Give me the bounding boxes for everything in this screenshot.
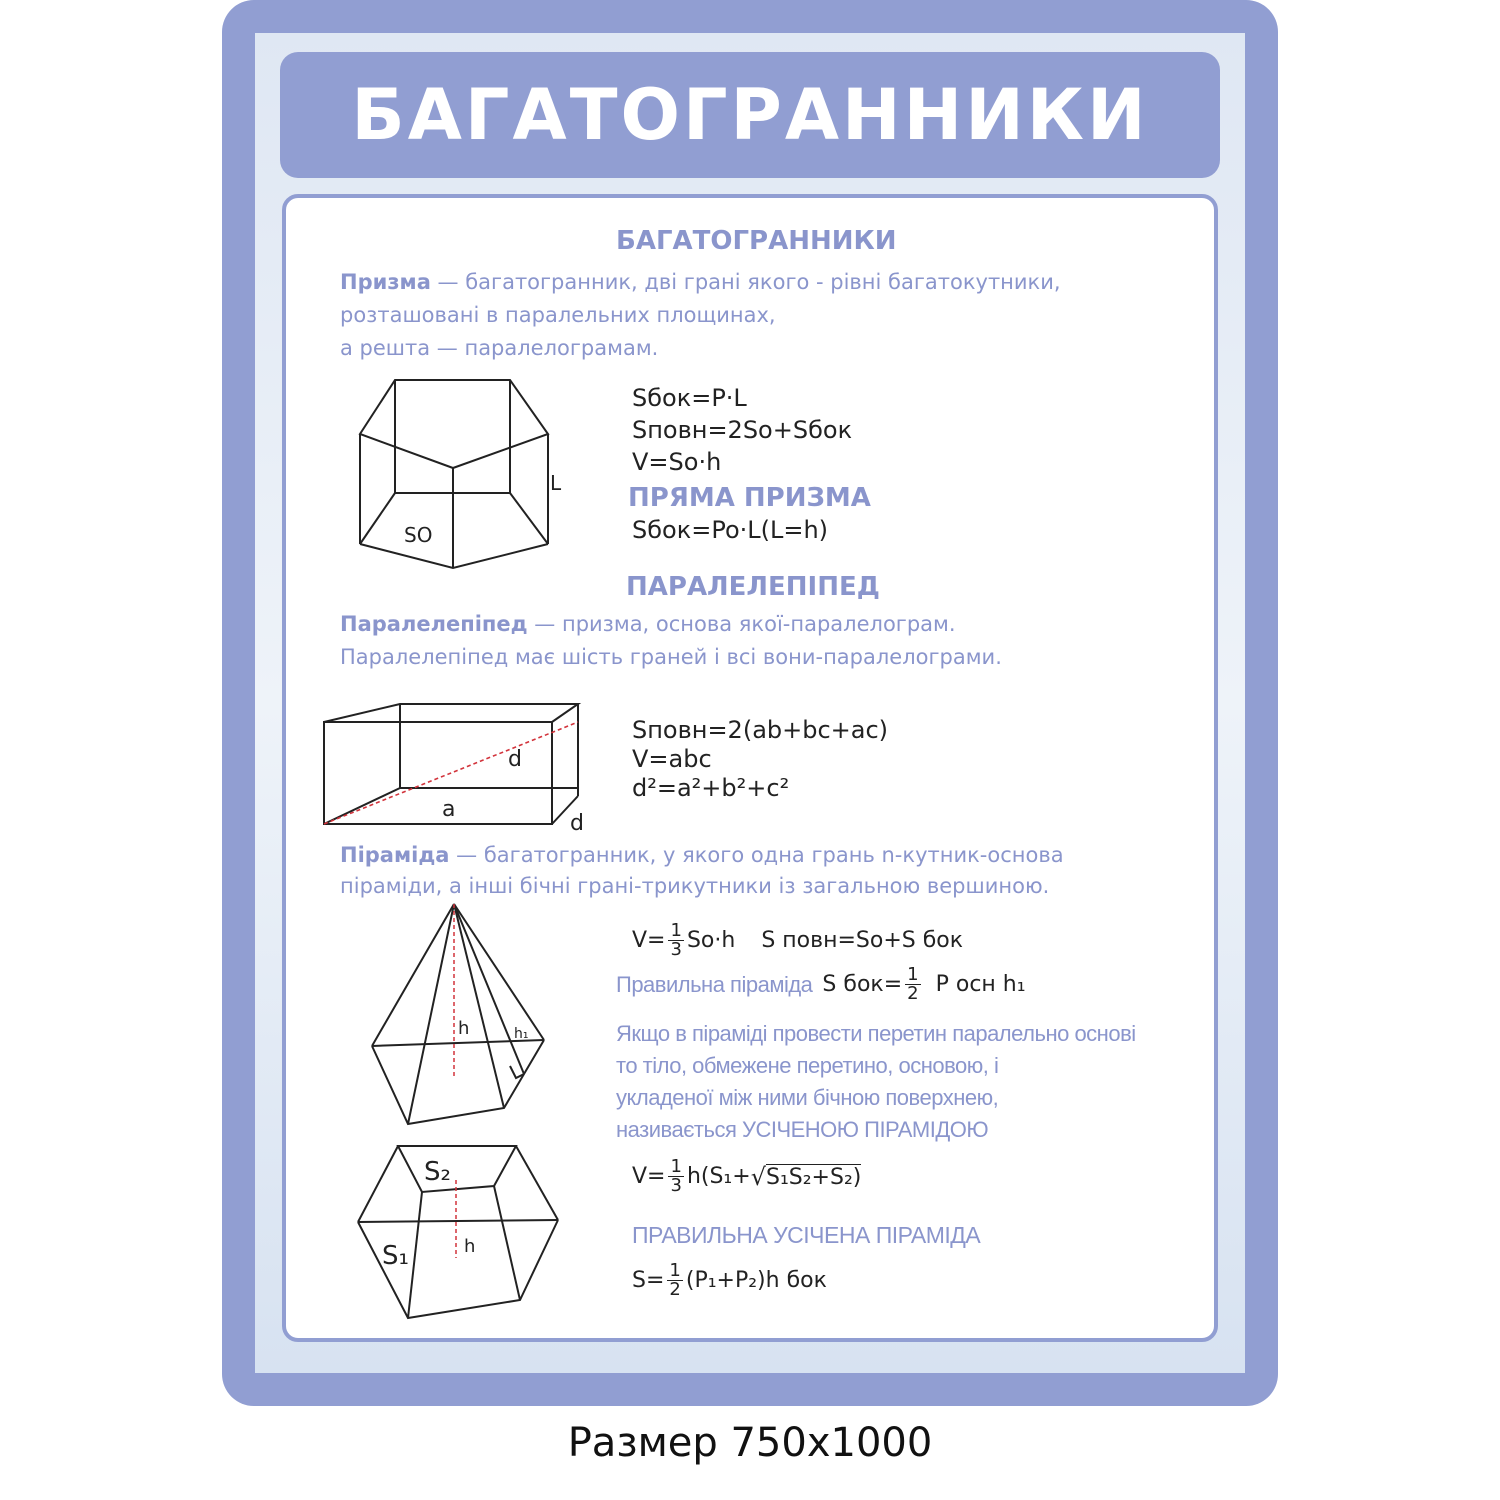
pyramid-total-area: S повн=So+S бок bbox=[761, 928, 964, 953]
frustum-area-suffix: (P₁+P₂)h бок bbox=[685, 1268, 827, 1293]
frustum-diagram bbox=[352, 1140, 562, 1320]
prism-formula-volume: V=So·h bbox=[632, 448, 722, 476]
fraction-numerator: 1 bbox=[670, 1156, 682, 1177]
right-prism-formula: Sбок=Po·L(L=h) bbox=[632, 516, 829, 544]
parallelepiped-term: Паралелепіпед bbox=[340, 612, 528, 636]
prism-definition bbox=[340, 266, 1061, 365]
sqrt-symbol: √ bbox=[750, 1162, 766, 1191]
fraction-numerator: 1 bbox=[670, 920, 682, 941]
frustum-volume-mid: h(S₁+ bbox=[686, 1164, 751, 1189]
frustum-label-s1: S₁ bbox=[382, 1241, 409, 1271]
pyramid-volume-prefix: V= bbox=[632, 928, 666, 953]
pyramid-definition bbox=[340, 840, 1064, 902]
regular-pyramid-prefix: S бок= bbox=[822, 972, 903, 997]
parallelepiped-formulas bbox=[632, 716, 888, 803]
pyramid-term: Піраміда bbox=[340, 843, 450, 867]
size-caption: Размер 750x1000 bbox=[567, 1420, 933, 1466]
regular-pyramid-fraction bbox=[905, 966, 920, 1003]
parallelepiped-formula-volume: V=abc bbox=[632, 745, 712, 773]
section-title: БАГАТОГРАННИКИ bbox=[616, 226, 897, 256]
parallelepiped-formula-diagonal: d²=a²+b²+c² bbox=[632, 774, 790, 802]
pyramid-diagram bbox=[364, 900, 554, 1130]
prism-definition-line3: а решта — паралелограмам. bbox=[340, 336, 659, 360]
pyramid-volume-formula bbox=[632, 922, 963, 959]
frustum-volume-fraction bbox=[668, 1158, 683, 1195]
regular-pyramid-formula bbox=[616, 966, 1026, 1003]
frustum-area-fraction bbox=[667, 1262, 682, 1299]
parallelepiped-label-d-outer: d bbox=[570, 811, 584, 836]
pyramid-volume-fraction bbox=[668, 922, 683, 959]
prism-formulas bbox=[632, 382, 852, 478]
regular-pyramid-suffix: P осн h₁ bbox=[935, 972, 1026, 997]
fraction-denominator: 2 bbox=[669, 1279, 681, 1300]
pyramid-volume-suffix: So·h bbox=[686, 928, 736, 953]
pyramid-definition-line2: піраміди, а інші бічні грані-трикутники із загальною вершиною. bbox=[340, 874, 1050, 898]
frustum-text-line1: Якщо в піраміді провести перетин паралельно основі bbox=[616, 1021, 1136, 1046]
regular-pyramid-label: Правильна піраміда bbox=[616, 971, 813, 997]
parallelepiped-heading: ПАРАЛЕЛЕПІПЕД bbox=[626, 572, 880, 602]
prism-label-edge: L bbox=[550, 471, 562, 495]
prism-formula-lateral: Sбок=P·L bbox=[632, 384, 747, 412]
prism-formula-total: Sповн=2So+Sбок bbox=[632, 416, 853, 444]
parallelepiped-definition bbox=[340, 608, 1002, 674]
prism-definition-line2: розташовані в паралельних площинах, bbox=[340, 303, 776, 327]
pyramid-label-h1: h₁ bbox=[514, 1026, 529, 1042]
pyramid-label-h: h bbox=[458, 1018, 470, 1039]
poster-title: БАГАТОГРАННИКИ bbox=[351, 74, 1149, 156]
fraction-denominator: 3 bbox=[670, 1175, 682, 1196]
frustum-volume-prefix: V= bbox=[632, 1164, 666, 1189]
frustum-definition bbox=[616, 1018, 1136, 1146]
parallelepiped-label-d-inner: d bbox=[508, 747, 522, 772]
prism-diagram bbox=[350, 372, 570, 577]
parallelepiped-definition-line2: Паралелепіпед має шість граней і всі вони-паралелограми. bbox=[340, 645, 1002, 669]
regular-frustum-heading: ПРАВИЛЬНА УСІЧЕНА ПІРАМІДА bbox=[632, 1222, 981, 1248]
fraction-denominator: 2 bbox=[907, 983, 919, 1004]
parallelepiped-diagram bbox=[318, 698, 598, 838]
pyramid-definition-line1: — багатогранник, у якого одна грань n-кутник-основа bbox=[449, 843, 1064, 867]
frustum-area-formula bbox=[632, 1262, 827, 1299]
frustum-text-line4: називається УСІЧЕНОЮ ПІРАМІДОЮ bbox=[616, 1117, 989, 1142]
fraction-denominator: 3 bbox=[670, 939, 682, 960]
parallelepiped-formula-area: Sповн=2(ab+bc+ac) bbox=[632, 716, 889, 744]
frustum-label-h: h bbox=[464, 1236, 476, 1257]
frustum-text-line3: укладеної між ними бічною поверхнею, bbox=[616, 1085, 999, 1110]
frustum-text-line2: то тіло, обмежене перетино, основою, і bbox=[616, 1053, 999, 1078]
right-prism-heading: ПРЯМА ПРИЗМА bbox=[628, 483, 871, 513]
prism-definition-line1: — багатогранник, дві грані якого - рівні багатокутники, bbox=[430, 270, 1061, 294]
frustum-area-prefix: S= bbox=[632, 1268, 665, 1293]
parallelepiped-definition-line1: — призма, основа якої-паралелограм. bbox=[527, 612, 956, 636]
frustum-volume-formula bbox=[632, 1158, 861, 1195]
frustum-label-s2: S₂ bbox=[424, 1157, 451, 1187]
fraction-numerator: 1 bbox=[669, 1260, 681, 1281]
parallelepiped-label-a: a bbox=[442, 797, 456, 822]
frustum-volume-root: S₁S₂+S₂) bbox=[765, 1164, 862, 1190]
prism-label-base: SO bbox=[404, 523, 433, 547]
fraction-numerator: 1 bbox=[907, 964, 919, 985]
prism-term: Призма bbox=[340, 270, 431, 294]
title-banner bbox=[280, 52, 1220, 178]
